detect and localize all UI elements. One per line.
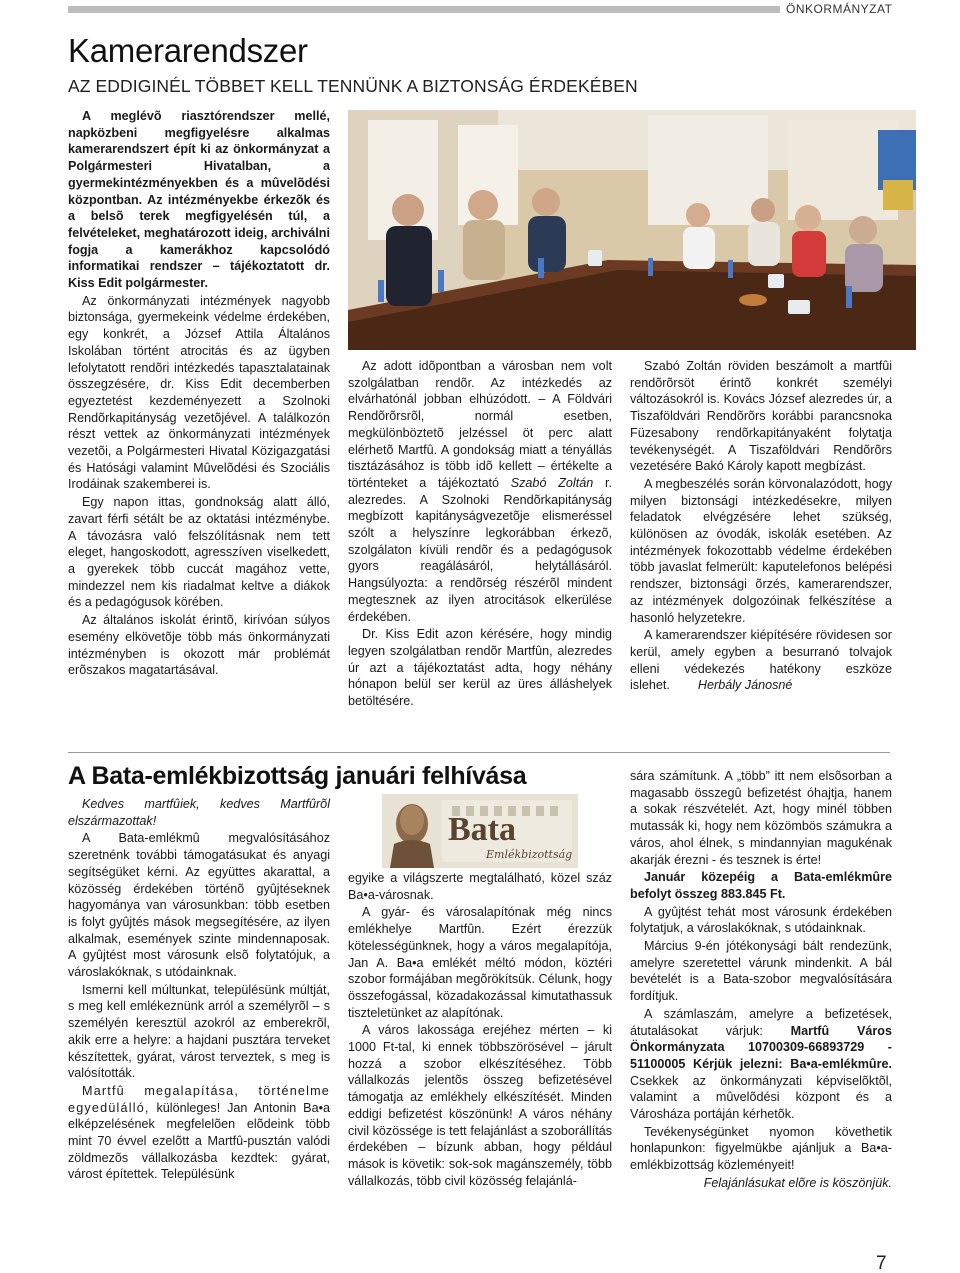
bata-logo [382, 794, 578, 868]
article1-col2-paragraph [348, 358, 612, 625]
article2-col3-paragraph: Tevékenységünket nyomon követhetik honlapunkon: figyelmükbe ajánljuk a Ba•a-emlékbizottság közleményeit! [630, 1124, 892, 1173]
text-span: különleges! Jan Antonin Ba•a elképzelésének megfelelõen elõdeink több mint 70 évvel ezelõtt a Martfû-pusztán valódi zöldmezõs vállalkozásba kezdtek: gyárat, várost építettek. Településünk [68, 1100, 330, 1182]
meeting-photo [348, 110, 916, 350]
article1-column-2 [348, 358, 612, 711]
article1-column-3 [630, 358, 892, 695]
article2-col3-paragraph: Március 9-én jótékonysági bált rendezünk, amelyre szeretettel várunk mindenkit. A bál bevételét is a Bata-szobor megvalósítására fordítjuk. [630, 939, 892, 1004]
text-span: Martfû megalapítása, történelme egyedülálló, [68, 1083, 330, 1115]
donation-total: Január közepéig a Bata-emlékmûre befolyt összeg 883.845 Ft. [630, 870, 892, 901]
article1-col2-paragraph: Dr. Kiss Edit azon kérésére, hogy mindig legyen szolgálatban rendõr Martfûn, alezredes úr azt a tájékoztatást adta, hogy néhány hónapon belül ser kerül az üres álláshelyek betöltésére. [348, 627, 612, 709]
article1-col3-paragraph: Szabó Zoltán röviden beszámolt a martfûi rendõrõrsöt érintõ konkrét személyi változásokról is. Kovács József alezredes úr, a Tiszaföldvári Rendõrõrs korábbi parancsnoka Füzesabony rendõrkapitányaként folytatja tevékenységét. A Tiszaföldvári Rendõrõrs vezetésére Bakó Károly kapott megbízást. [630, 359, 892, 474]
bank-account: Martfû Város Önkormányzata 10700309-66893729 - 51100005 Kérjük jelezni: Ba•a-emlékmûre. [630, 1023, 892, 1071]
logo-word: Bata [448, 811, 516, 848]
article-title: Kamerarendszer [68, 32, 308, 69]
text-span: r. alezredes. A Szolnoki Rendõrkapitányság megbízott kapitányságvezetõje elismeréssel szólt a helyszínre legkorábban érkezõ, szolgálaton kívüli rendõr és a pedagógusok gyors reagálásáról, helytállásáról. Hangsúlyozta: a rendõrség részérõl mindent megtesznek az ilyen atrocitások elkerülése érdekében. [348, 475, 612, 624]
article1-column-1 [68, 108, 330, 680]
article2-col1-paragraph: A Bata-emlékmû megvalósításához szeretnénk további támogatásukat és anyagi segítségüket kérni. Az együttes akarattal, a közösség érdekében történõ gyûjtéseknek hagyománya van városunkban: több esetben is folyt gyûjtés mások megsegítésére, az ilyen alkalmak, események szinte mindennaposak. A gyûjtést most városunk elsõ folytatójuk, a városlakóknak, s utódainknak. [68, 831, 330, 980]
person-name: Szabó Zoltán [510, 475, 594, 490]
article2-col2-paragraph: A város lakossága erejéhez mérten – ki 1000 Ft-tal, ki ennek többszörösével – járult hozzá a szobor elkészítéséhez. Több vállalkozás jelentõs összeg befizetésével támogatja az emlékhely elkészítését. Minden eddigi befizetést köszönünk! A város néhány civil közössége is tett felajánlást a szoborállítás érdekében – bízunk abban, hogy például mások is követik: sok-sok magánszemély, több vállalkozás, több civil közösség felajánlá- [348, 1023, 612, 1188]
article2-column-3 [630, 768, 892, 1193]
article1-col1-paragraph: Az önkormányzati intézmények nagyobb biztonsága, gyermekeink védelme érdekében, egy konkrét, a József Attila Általános Iskolában történt atrocitás és az ügyben lefolytatott rendõri intézkedés tapasztalatainak összegzésére, dr. Kiss Edit decemberben egyeztetést kezdeményezett a Szolnoki Rendõrkapitányság vezetõjével. A találkozón részt vettek az önkormányzati intézmények vezetõi, a Polgármesteri Hivatal Közigazgatási és Hatósági valamint Mûvelõdési és Szociális Irodáinak szakemberei is. [68, 293, 330, 492]
article-divider [68, 752, 890, 753]
page-number: 7 [876, 1253, 887, 1273]
article2-column-1 [68, 796, 330, 1184]
text-span: Az adott idõpontban a városban nem volt szolgálatban rendõr. Az intézkedés az elvárhatónál jobban elhúzódott. – A Földvári Rendõrõrsrõl, normál esetben, megkülönböztetõ jelzéssel öt perc alatt elérhetõ Martfû. A gondokság miatt a tényállás tisztázásához is több idõ kellett – értékelte a történteket a tájékoztató [348, 359, 612, 490]
text-span: A kamerarendszer kiépítésére rövidesen sor kerül, amely egyben a besurranó tolvajok elleni védekezés hatékony eszköze islehet. [630, 628, 892, 693]
article2-col1-paragraph: Ismerni kell múltunkat, településünk múltját, s meg kell emlékeznünk arról a személyrõl – s személyén keresztül azokról az emberekrõl, akik erre a helyre: a hajdani pusztára terveket készítettek, gyárat, várost terveztek, s meg is valósították. [68, 982, 330, 1081]
text-span: Csekkek az önkormányzati képviselõktõl, valamint a mûvelõdési központ és a Városháza portáján kérhetõk. [630, 1073, 892, 1122]
article1-col3-paragraph: A megbeszélés során körvonalazódott, hogy milyen biztonsági intézkedésekre, milyen feladatok elvégzésére lehet szükség, különösen az óvodák, iskolák esetében. Az intézmények fokozottabb védelme érdekében több javaslat felmerült: kaputelefonos belépési rendszer, biztonsági õrzés, kamerarendszer, az intézmények dolgozóinak felkészítése a hasonló helyzetekre. [630, 476, 892, 625]
article2-col2-paragraph: A gyár- és városalapítónak még nincs emlékhelye Martfûn. Ezért érezzük kötelességünknek, hogy a város megalapítója, Jan A. Ba•a emlékét méltó módon, köztéri szobor formájában megõrökítsük. Célunk, hogy összefogással, közadakozással kimutathassuk tiszteletünket az alapítónak. [348, 905, 612, 1020]
section-label: ÖNKORMÁNYZAT [786, 2, 893, 16]
article1-col1-paragraph: Egy napon ittas, gondnokság alatt álló, zavart férfi sétált be az oktatási intézménybe. A távozásra való felszólításnak nem tett eleget, hangoskodott, agresszíven viselkedett, a gyerekek több cuccát magához vette, mindezzel nem kis riadalmat keltve a diákok és a pedagógusok körében. [68, 495, 330, 610]
article2-col3-paragraph [630, 1006, 892, 1123]
article1-col1-paragraph: Az általános iskolát érintõ, kirívóan súlyos esemény elkövetõje több más önkormányzati intézményben is okozott már problémát erõszakos magatartásával. [68, 613, 330, 678]
article2-title: A Bata-emlékbizottság januári felhívása [68, 762, 527, 790]
header-rule [68, 6, 780, 13]
logo-script: Emlékbizottság [486, 848, 573, 861]
article1-lead: A meglévõ riasztórendszer mellé, napközbeni megfigyelésre alkalmas kamerarendszert épít ki az önkormányzat a Polgármesteri Hivatalban, a gyermekintézményekben és a mûvelõdési központban. Az intézményekbe érkezõk és a belsõ terek megfigyelésén túl, a felvételeket, meghatározott ideig, archiválni fogja a kamerákhoz kapcsolódó informatikai rendszer – tájékoztatott dr. Kiss Edit polgármester. [68, 109, 330, 291]
article-subtitle: AZ EDDIGINÉL TÖBBET KELL TENNÜNK A BIZTONSÁG ÉRDEKÉBEN [68, 76, 638, 96]
article2-column-2 [348, 870, 612, 1190]
article2-col3-paragraph: A gyûjtést tehát most városunk érdekében folytatjuk, a városlakóknak, s utódainknak. [630, 904, 892, 936]
author-signature: Herbály Jánosné [697, 678, 793, 693]
article1-col3-paragraph [630, 627, 892, 694]
salutation: Kedves martfûiek, kedves Martfûrõl elszármazottak! [68, 797, 330, 828]
article2-col3-paragraph: sára számítunk. A „több” itt nem elsõsorban a magasabb összegû befizetést óhajtja, hanem a sokak részvételét. Azt, hogy minél többen mutassák ki, hogy nem közömbös számukra a város, ahol élnek, s mindannyian magukénak akarják érezni - és tesznek is érte! [630, 769, 892, 867]
article2-col1-paragraph [68, 1083, 330, 1183]
article2-col2-paragraph: egyike a világszerte megtalálható, közel száz Ba•a-városnak. [348, 871, 612, 902]
closing-line: Felajánlásukat elõre is köszönjük. [703, 1175, 892, 1190]
text-span: A számlaszám, amelyre a befizetések, átutalásokat várjuk: [630, 1006, 892, 1038]
